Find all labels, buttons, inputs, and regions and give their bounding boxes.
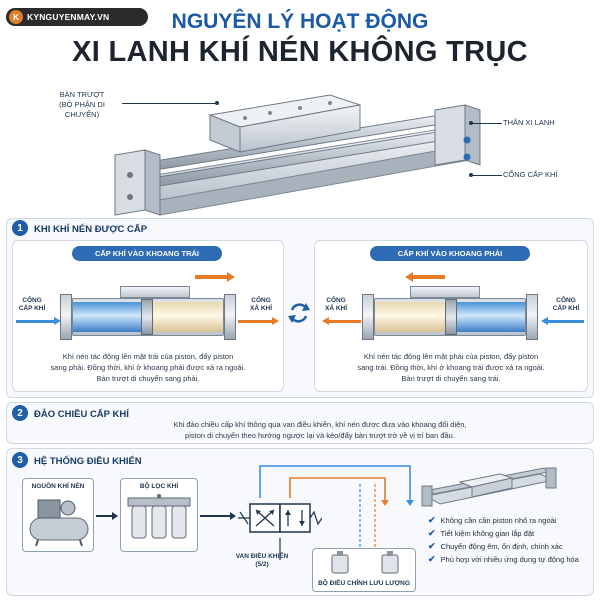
right-inlet-arrow xyxy=(548,320,584,323)
callout-carriage-dot xyxy=(215,101,219,105)
benefits-list xyxy=(428,514,593,566)
right-move-arrow xyxy=(405,272,445,282)
right-desc-line2: sang trái. Đồng thời, khí ở khoang trái được xả ra ngoài. xyxy=(357,363,545,372)
left-cyl-piston xyxy=(141,299,153,335)
right-inlet-arrow-head xyxy=(541,317,548,325)
check-icon: ✔ xyxy=(428,515,436,525)
benefit-text: Phù hợp với nhiều ứng dụng tự động hóa xyxy=(440,555,579,564)
left-exhaust-label xyxy=(243,297,279,313)
callout-body-dot xyxy=(469,121,473,125)
section-2-description xyxy=(110,419,530,441)
right-inlet-label-line1: CỔNG xyxy=(556,297,576,304)
right-exhaust-label-line2: XẢ KHÍ xyxy=(324,305,348,312)
left-cyl-carriage xyxy=(120,286,190,298)
benefit-item xyxy=(428,553,593,566)
left-chamber-pill: CẤP KHÍ VÀO KHOANG TRÁI xyxy=(72,246,222,261)
valve-label-line1: VAN ĐIỀU KHIỂN xyxy=(235,553,289,560)
left-inlet-label-line1: CỔNG xyxy=(22,297,42,304)
right-cyl-endcap-left xyxy=(362,294,374,340)
left-exhaust-arrow xyxy=(238,320,272,323)
benefit-item xyxy=(428,527,593,540)
callout-carriage-leader xyxy=(122,103,217,104)
right-cyl-pressurised-chamber xyxy=(457,302,525,332)
page-title-line1: NGUYÊN LÝ HOẠT ĐỘNG xyxy=(171,10,429,33)
right-cyl-exhaust-chamber xyxy=(375,302,445,332)
frl-unit-icon xyxy=(126,494,192,548)
callout-body-leader xyxy=(472,123,502,124)
valve-label-line2: (5/2) xyxy=(255,561,269,568)
left-move-arrow xyxy=(195,272,235,282)
valve-label xyxy=(222,553,302,569)
right-cyl-carriage xyxy=(410,286,480,298)
left-cyl-exhaust-chamber xyxy=(153,302,223,332)
benefit-text: Không cần cần piston nhô ra ngoài xyxy=(440,516,557,525)
right-inlet-label xyxy=(548,297,584,313)
benefit-text: Tiết kiệm không gian lắp đặt xyxy=(440,529,535,538)
cylinder-thumbnail xyxy=(420,462,560,510)
compressor-tank-icon xyxy=(28,494,90,548)
right-chamber-pill: CẤP KHÍ VÀO KHOANG PHẢI xyxy=(370,246,530,261)
left-cyl-pressurised-chamber xyxy=(73,302,141,332)
left-inlet-label-line2: CẤP KHÍ xyxy=(18,305,46,312)
flow-control-valve-icons xyxy=(326,551,406,577)
right-cyl-endcap-right xyxy=(526,294,538,340)
source-to-filter-arrow-head xyxy=(112,512,118,520)
section-2-number: 2 xyxy=(12,405,28,421)
section-2-desc-line1: Khi đảo chiều cấp khí thông qua van điều khiển, khí nén được đưa vào khoang đối diện, xyxy=(173,420,467,429)
section-1-title: KHI KHÍ NÉN ĐƯỢC CẤP xyxy=(34,224,148,235)
left-desc-line3: Bàn trượt di chuyển sang phải. xyxy=(96,374,200,383)
swap-cycle-icon xyxy=(284,298,314,328)
right-exhaust-arrow xyxy=(329,320,361,323)
check-icon: ✔ xyxy=(428,541,436,551)
logo-badge: K xyxy=(9,10,23,24)
callout-port: CỔNG CẤP KHÍ xyxy=(503,170,558,179)
left-exhaust-label-line2: XẢ KHÍ xyxy=(249,305,273,312)
section-1-number: 1 xyxy=(12,220,28,236)
callout-port-leader xyxy=(472,175,502,176)
logo-text: KYNGUYENMAY.VN xyxy=(27,12,110,22)
right-desc-line1: Khí nén tác động lên mặt phải của piston, đẩy piston xyxy=(363,352,539,361)
air-filter-label: BỘ LỌC KHÍ xyxy=(139,483,179,490)
left-cyl-endcap-left xyxy=(60,294,72,340)
section-2-desc-line2: piston di chuyển theo hướng ngược lại và kéo/đẩy bàn trượt trở về vị trí ban đầu. xyxy=(185,431,455,440)
air-source-label: NGUỒN KHÍ NÉN xyxy=(31,483,85,490)
left-desc-line2: sang phải. Đồng thời, khí ở khoang phải được xả ra ngoài. xyxy=(50,363,246,372)
callout-port-dot xyxy=(469,173,473,177)
benefit-item xyxy=(428,540,593,553)
benefit-item xyxy=(428,514,593,527)
flow-control-label: BỘ ĐIỀU CHỈNH LƯU LƯỢNG xyxy=(318,580,410,587)
left-exhaust-arrow-head xyxy=(272,317,279,325)
callout-carriage xyxy=(42,90,122,120)
callout-body: THÂN XI LANH xyxy=(503,118,555,127)
section-2-title: ĐẢO CHIỀU CẤP KHÍ xyxy=(34,409,129,420)
right-exhaust-arrow-head xyxy=(322,317,329,325)
left-exhaust-label-line1: CỔNG xyxy=(251,297,271,304)
section-3-title: HỆ THỐNG ĐIỀU KHIỂN xyxy=(34,456,142,467)
left-inlet-arrow xyxy=(16,320,56,323)
left-inlet-label xyxy=(14,297,50,313)
check-icon: ✔ xyxy=(428,554,436,564)
left-chamber-description xyxy=(20,351,276,384)
filter-to-valve-line xyxy=(200,515,232,517)
left-desc-line1: Khí nén tác động lên mặt trái của piston, đẩy piston xyxy=(62,352,234,361)
right-desc-line3: Bàn trượt di chuyển sang trái. xyxy=(401,374,501,383)
section-3-number: 3 xyxy=(12,452,28,468)
right-cyl-piston xyxy=(445,299,457,335)
rodless-cylinder-illustration xyxy=(95,85,495,220)
right-chamber-description xyxy=(322,351,580,384)
callout-carriage-line1: BÀN TRƯỢT xyxy=(59,90,105,99)
page-title-line2: XI LANH KHÍ NÉN KHÔNG TRỤC xyxy=(72,36,528,68)
left-cyl-endcap-right xyxy=(224,294,236,340)
benefit-text: Chuyển động êm, ổn định, chính xác xyxy=(440,542,563,551)
right-exhaust-label xyxy=(318,297,354,313)
right-inlet-label-line2: CẤP KHÍ xyxy=(552,305,580,312)
check-icon: ✔ xyxy=(428,528,436,538)
right-exhaust-label-line1: CỔNG xyxy=(326,297,346,304)
callout-carriage-line2: (BỘ PHẬN DI CHUYỂN) xyxy=(59,100,105,119)
